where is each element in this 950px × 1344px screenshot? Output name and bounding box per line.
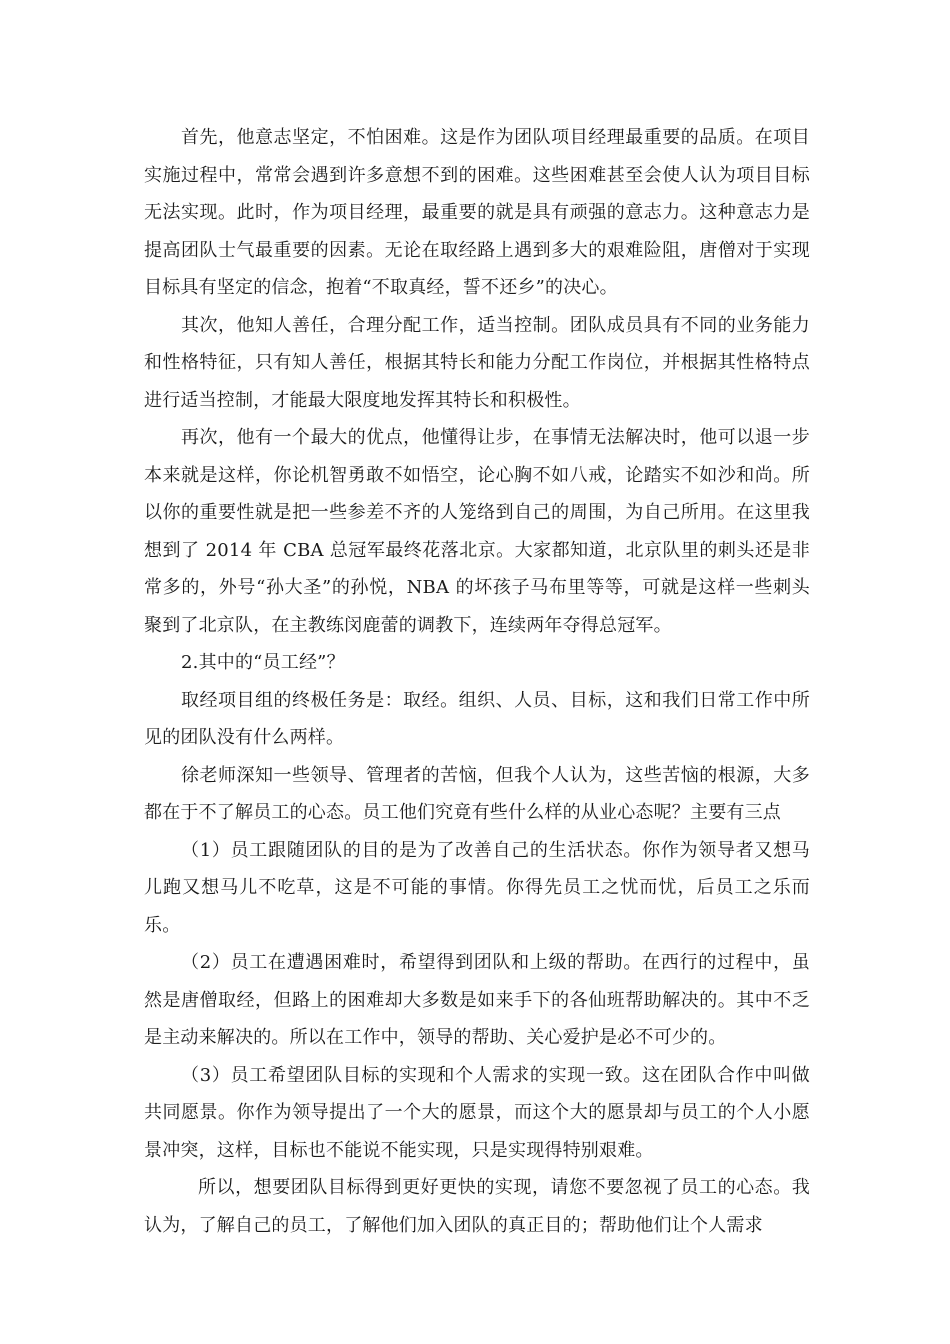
list-item-2: （2）员工在遭遇困难时，希望得到团队和上级的帮助。在西行的过程中，虽然是唐僧取经，但路上的困难却大多数是如来手下的各仙班帮助解决的。其中不乏是主动来解决的。所以在工作中，领导的帮助、关心爱护是必不可少的。 xyxy=(144,952,810,1048)
list-item-1: （1）员工跟随团队的目的是为了改善自己的生活状态。你作为领导者又想马儿跑又想马儿不吃草，这是不可能的事情。你得先员工之忧而忧，后员工之乐而乐。 xyxy=(144,839,810,936)
list-item-3: （3）员工希望团队目标的实现和个人需求的实现一致。这在团队合作中叫做共同愿景。你作为领导提出了一个大的愿景，而这个大的愿景却与员工的个人小愿景冲突，这样，目标也不能说不能实现，只是实现得特别艰难。 xyxy=(144,1064,810,1161)
paragraph-delegation: 其次，他知人善任，合理分配工作，适当控制。团队成员具有不同的业务能力和性格特征，只有知人善任，根据其特长和能力分配工作岗位，并根据其性格特点进行适当控制，才能最大限度地发挥其特长和积极性。 xyxy=(144,314,810,411)
paragraph-ultimate-task: 取经项目组的终极任务是：取经。组织、人员、目标，这和我们日常工作中所见的团队没有什么两样。 xyxy=(144,689,810,748)
paragraph-determination: 首先，他意志坚定，不怕困难。这是作为团队项目经理最重要的品质。在项目实施过程中，常常会遇到许多意想不到的困难。这些困难甚至会使人认为项目目标无法实现。此时，作为项目经理，最重要的就是具有顽强的意志力。这种意志力是提高团队士气最重要的因素。无论在取经路上遇到多大的艰难险阻，唐僧对于实现目标具有坚定的信念，抱着“不取真经，誓不还乡”的决心。 xyxy=(144,127,810,298)
section-heading-employee: 2.其中的“员工经”？ xyxy=(181,652,345,673)
paragraph-employee-mindset: 徐老师深知一些领导、管理者的苦恼，但我个人认为，这些苦恼的根源，大多都在于不了解员工的心态。员工他们究竟有些什么样的从业心态呢？主要有三点 xyxy=(144,764,810,823)
paragraph-conclusion: 所以，想要团队目标得到更好更快的实现，请您不要忽视了员工的心态。我认为，了解自己的员工，了解他们加入团队的真正目的；帮助他们让个人需求 xyxy=(144,1177,810,1236)
document-body xyxy=(144,119,810,1244)
paragraph-compromise: 再次，他有一个最大的优点，他懂得让步，在事情无法解决时，他可以退一步本来就是这样，你论机智勇敢不如悟空，论心胸不如八戒，论踏实不如沙和尚。所以你的重要性就是把一些参差不齐的人笼络到自己的周围，为自己所用。在这里我想到了 2014 年 CBA 总冠军最终花落北京。大家都知道，北京队里的刺头还是非常多的，外号“孙大圣”的孙悦，NBA 的坏孩子马布里等等，可就是这样一些刺头聚到了北京队，在主教练闵鹿蕾的调教下，连续两年夺得总冠军。 xyxy=(144,427,810,636)
